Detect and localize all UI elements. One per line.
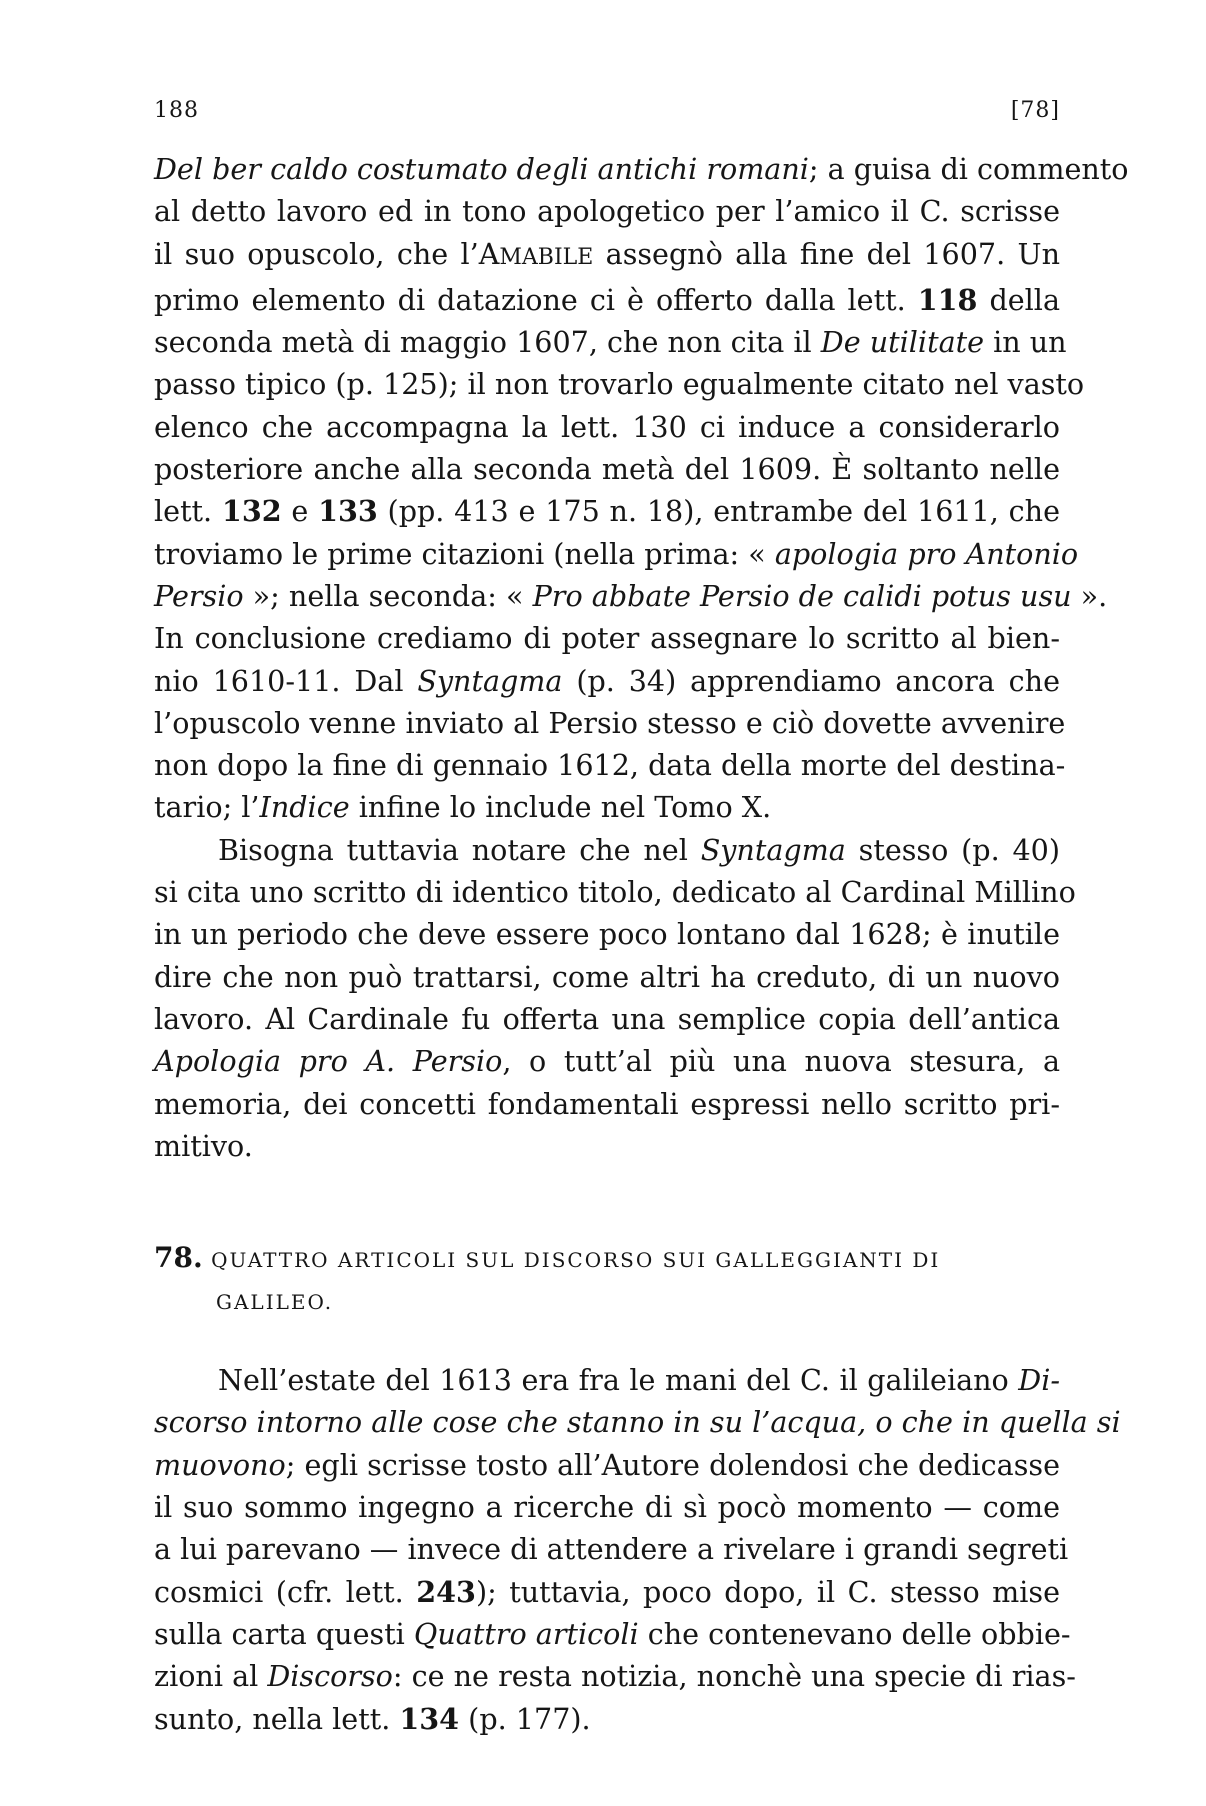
text-line: tario; l’Indice infine lo include nel Tomo X.: [154, 790, 772, 825]
text-line: Nell’estate del 1613 era fra le mani del C. il galileiano Di-: [218, 1363, 1060, 1398]
text-line: lett. 132 e 133 (pp. 413 e 175 n. 18), entrambe del 1611, che: [154, 494, 1060, 529]
page-number: 188: [154, 98, 199, 123]
italic-title: scorso intorno alle cose che stanno in su l’acqua, o che in quella si: [154, 1405, 1121, 1440]
text-line: l’opuscolo venne inviato al Persio stesso e ciò dovette avvenire: [154, 705, 1066, 740]
italic-title: muovono: [154, 1447, 286, 1482]
running-head: [154, 96, 1060, 126]
text-line: sulla carta questi Quattro articoli che contenevano delle obbie-: [154, 1616, 1071, 1651]
italic-title: Syntagma: [417, 663, 563, 698]
section-title-line-1: QUATTRO ARTICOLI SUL DISCORSO SUI GALLEGGIANTI DI: [211, 1248, 941, 1273]
section-title-line-2: GALILEO.: [216, 1290, 334, 1315]
italic-title: Discorso: [267, 1659, 393, 1694]
text-line: sunto, nella lett. 134 (p. 177).: [154, 1701, 591, 1736]
text-line: elenco che accompagna la lett. 130 ci induce a considerarlo: [154, 409, 1060, 444]
italic-title: Apologia pro A. Persio: [154, 1044, 503, 1079]
text-line: lavoro. Al Cardinale fu offerta una semplice copia dell’antica: [154, 1001, 1060, 1036]
text-line: Del ber caldo costumato degli antichi romani; a guisa di commento: [154, 152, 1129, 186]
book-page: [154, 96, 1129, 1740]
text-line: mitivo.: [154, 1128, 253, 1163]
section-number: 78.: [154, 1241, 203, 1275]
text-line: memoria, dei concetti fondamentali espressi nello scritto pri-: [154, 1086, 1060, 1121]
paragraph-2: [154, 829, 1076, 1167]
paragraph-1: [154, 148, 1129, 829]
italic-title: Del ber caldo costumato degli antichi romani: [154, 152, 809, 186]
text-line: In conclusione crediamo di poter assegnare lo scritto al bien-: [154, 621, 1060, 656]
text-line: posteriore anche alla seconda metà del 1609. È soltanto nelle: [154, 452, 1060, 487]
paragraph-3: [154, 1359, 1121, 1740]
section-heading-line-1: [154, 1237, 1060, 1281]
text-line: al detto lavoro ed in tono apologetico per l’amico il C. scrisse: [154, 194, 1060, 229]
italic-title: De utilitate: [820, 325, 985, 360]
text-line: Apologia pro A. Persio, o tutt’al più una nuova stesura, a: [154, 1044, 1060, 1079]
italic-title: Di-: [1018, 1363, 1060, 1398]
text-line: [154, 1401, 1121, 1443]
text-line: a lui parevano — invece di attendere a rivelare i grandi segreti: [154, 1532, 1069, 1567]
italic-title: Quattro articoli: [413, 1616, 639, 1651]
text-line: il suo sommo ingegno a ricerche di sì pocò momento — come: [154, 1490, 1060, 1525]
italic-title: Indice: [259, 790, 350, 825]
text-line: in un periodo che deve essere poco lontano dal 1628; è inutile: [154, 917, 1060, 952]
italic-quote: apologia pro Antonio: [774, 536, 1079, 571]
italic-title: Syntagma: [700, 832, 846, 867]
text-line: nio 1610-11. Dal Syntagma (p. 34) apprendiamo ancora che: [154, 663, 1060, 698]
text-line: troviamo le prime citazioni (nella prima: « apologia pro Antonio: [154, 536, 1079, 571]
text-line: cosmici (cfr. lett. 243); tuttavia, poco dopo, il C. stesso mise: [154, 1574, 1061, 1609]
text-line: zioni al Discorso: ce ne resta notizia, nonchè una specie di rias-: [154, 1659, 1076, 1694]
text-line: si cita uno scritto di identico titolo, dedicato al Cardinal Millino: [154, 875, 1076, 910]
text-line: seconda metà di maggio 1607, che non cita il De utilitate in un: [154, 325, 1067, 360]
text-line: primo elemento di datazione ci è offerto dalla lett. 118 della: [154, 282, 1061, 317]
text-line: muovono; egli scrisse tosto all’Autore dolendosi che dedicasse: [154, 1447, 1060, 1482]
section-heading: [154, 1237, 1060, 1323]
text-line: non dopo la fine di gennaio 1612, data della morte del destina-: [154, 748, 1066, 783]
text-line: il suo opuscolo, che l’AMABILE assegnò alla fine del 1607. Un: [154, 236, 1060, 271]
text-line: Bisogna tuttavia notare che nel Syntagma stesso (p. 40): [218, 832, 1060, 867]
text-line: passo tipico (p. 125); il non trovarlo egualmente citato nel vasto: [154, 367, 1085, 402]
text-line: Persio »; nella seconda: « Pro abbate Persio de calidi potus usu ».: [154, 578, 1108, 613]
text-line: dire che non può trattarsi, come altri ha creduto, di un nuovo: [154, 959, 1060, 994]
italic-quote: Pro abbate Persio de calidi potus usu: [532, 578, 1072, 613]
section-bracket: [78]: [1010, 98, 1060, 123]
italic-quote: Persio: [154, 578, 244, 613]
